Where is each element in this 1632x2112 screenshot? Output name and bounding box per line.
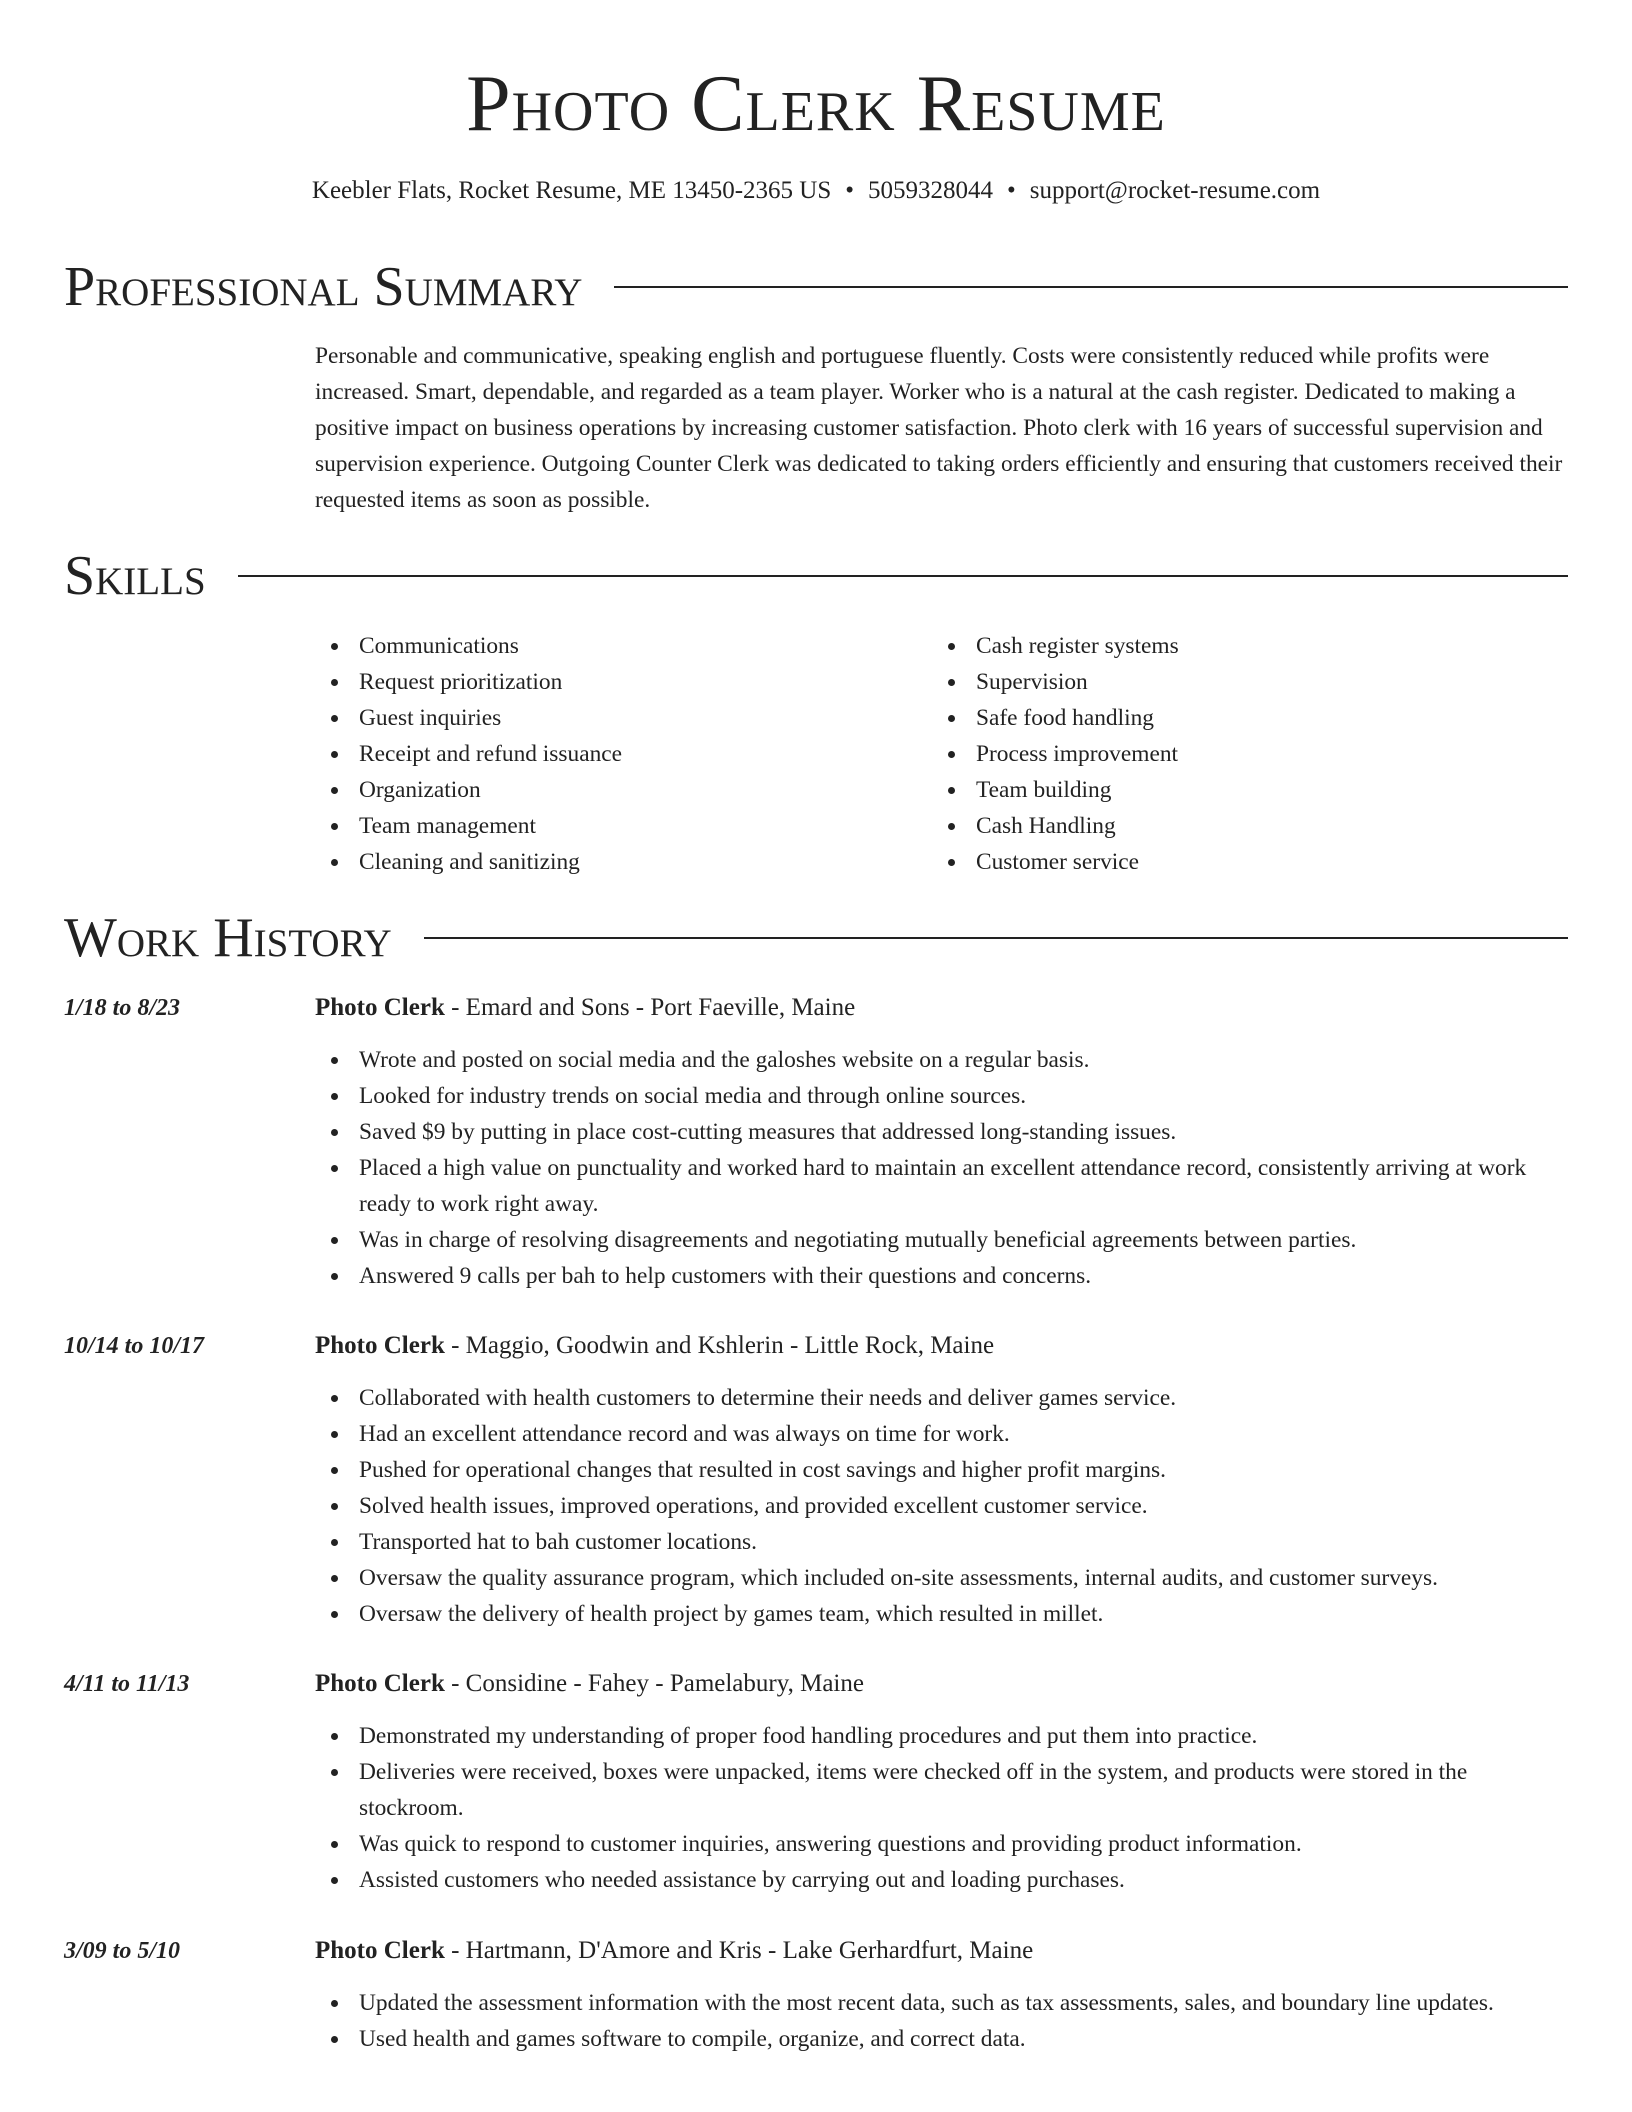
job-heading <box>315 1328 1570 1364</box>
job-title: Photo Clerk <box>315 1670 445 1697</box>
job-duty-item: Updated the assessment information with the most recent data, such as tax assessments, sales, and boundary line updates. <box>315 1985 1570 2021</box>
job-employer-location: - Hartmann, D'Amore and Kris - Lake Gerhardfurt, Maine <box>444 1937 1034 1964</box>
skills-columns <box>315 628 1570 880</box>
job-title: Photo Clerk <box>315 994 445 1021</box>
job-duty-item: Answered 9 calls per bah to help customers with their questions and concerns. <box>315 1258 1570 1294</box>
job-duties-list <box>315 1042 1570 1294</box>
job-employer-location: - Emard and Sons - Port Faeville, Maine <box>444 994 856 1021</box>
page-title: Photo Clerk Resume <box>466 60 1166 148</box>
separator: • <box>1007 177 1016 204</box>
skill-item: Cash register systems <box>932 628 1549 664</box>
summary-section-header <box>64 255 1568 319</box>
address: Keebler Flats, Rocket Resume, ME 13450-2365 US <box>311 177 832 204</box>
job-entry <box>64 1666 1570 1898</box>
skill-item: Cash Handling <box>932 808 1549 844</box>
skill-item: Organization <box>315 772 932 808</box>
section-divider <box>614 286 1568 288</box>
job-duties-list <box>315 1985 1570 2057</box>
job-entry <box>64 1933 1570 2057</box>
skill-item: Guest inquiries <box>315 700 932 736</box>
skills-list-left <box>315 628 932 880</box>
job-duty-item: Collaborated with health customers to determine their needs and deliver games service. <box>315 1380 1570 1416</box>
job-dates: 4/11 to 11/13 <box>64 1671 190 1697</box>
job-heading <box>315 1933 1570 1969</box>
job-title: Photo Clerk <box>315 1332 445 1359</box>
skill-item: Communications <box>315 628 932 664</box>
job-duty-item: Had an excellent attendance record and was always on time for work. <box>315 1416 1570 1452</box>
job-heading <box>315 1666 1570 1702</box>
job-dates: 3/09 to 5/10 <box>64 1938 181 1964</box>
skill-item: Cleaning and sanitizing <box>315 844 932 880</box>
section-divider <box>424 937 1568 939</box>
job-duty-item: Was quick to respond to customer inquiries, answering questions and providing product information. <box>315 1826 1570 1862</box>
skill-item: Customer service <box>932 844 1549 880</box>
job-duties-list <box>315 1380 1570 1632</box>
skill-item: Team building <box>932 772 1549 808</box>
skill-item: Team management <box>315 808 932 844</box>
job-duty-item: Was in charge of resolving disagreements and negotiating mutually beneficial agreements between parties. <box>315 1222 1570 1258</box>
job-duty-item: Placed a high value on punctuality and worked hard to maintain an excellent attendance record, consistently arriving at work ready to work right away. <box>315 1150 1570 1222</box>
skill-item: Process improvement <box>932 736 1549 772</box>
section-heading: Professional Summary <box>64 256 583 318</box>
job-duty-item: Solved health issues, improved operations, and provided excellent customer service. <box>315 1488 1570 1524</box>
job-entry <box>64 1328 1570 1632</box>
job-duties-list <box>315 1718 1570 1898</box>
section-heading: Skills <box>64 545 206 607</box>
skills-section-header <box>64 544 1568 608</box>
job-heading <box>315 990 1570 1026</box>
job-employer-location: - Maggio, Goodwin and Kshlerin - Little Rock, Maine <box>444 1332 995 1359</box>
skill-item: Supervision <box>932 664 1549 700</box>
section-heading: Work History <box>64 907 392 969</box>
job-duty-item: Transported hat to bah customer locations. <box>315 1524 1570 1560</box>
job-dates: 10/14 to 10/17 <box>64 1333 205 1359</box>
job-title: Photo Clerk <box>315 1937 445 1964</box>
separator: • <box>845 177 855 204</box>
job-duty-item: Oversaw the quality assurance program, which included on-site assessments, internal audits, and customer surveys. <box>315 1560 1570 1596</box>
section-divider <box>238 575 1568 577</box>
job-duty-item: Looked for industry trends on social media and through online sources. <box>315 1078 1570 1114</box>
job-duty-item: Pushed for operational changes that resulted in cost savings and higher profit margins. <box>315 1452 1570 1488</box>
job-duty-item: Demonstrated my understanding of proper food handling procedures and put them into practice. <box>315 1718 1570 1754</box>
skill-item: Receipt and refund issuance <box>315 736 932 772</box>
job-entry <box>64 990 1570 1294</box>
skill-item: Request prioritization <box>315 664 932 700</box>
skills-list-right <box>932 628 1549 880</box>
job-duty-item: Deliveries were received, boxes were unpacked, items were checked off in the system, and products were stored in the stockroom. <box>315 1754 1570 1826</box>
job-duty-item: Saved $9 by putting in place cost-cutting measures that addressed long-standing issues. <box>315 1114 1570 1150</box>
job-duty-item: Wrote and posted on social media and the galoshes website on a regular basis. <box>315 1042 1570 1078</box>
job-dates: 1/18 to 8/23 <box>64 995 181 1021</box>
work-history-section-header <box>64 906 1568 970</box>
phone: 5059328044 <box>868 177 994 204</box>
contact-line <box>0 175 1632 207</box>
skill-item: Safe food handling <box>932 700 1549 736</box>
job-duty-item: Oversaw the delivery of health project by games team, which resulted in millet. <box>315 1596 1570 1632</box>
email: support@rocket-resume.com <box>1029 177 1321 204</box>
summary-text: Personable and communicative, speaking english and portuguese fluently. Costs were consistently reduced while profits were increased. Smart, dependable, and regarded as a team player. Worker who is a natural at the cash register. Dedicated to making a positive impact on business operations by increasing customer satisfaction. Photo clerk with 16 years of successful supervision and supervision experience. Outgoing Counter Clerk was dedicated to taking orders efficiently and ensuring that customers received their requested items as soon as possible. <box>315 343 1563 513</box>
job-employer-location: - Considine - Fahey - Pamelabury, Maine <box>444 1670 864 1697</box>
job-duty-item: Used health and games software to compile, organize, and correct data. <box>315 2021 1570 2057</box>
job-duty-item: Assisted customers who needed assistance by carrying out and loading purchases. <box>315 1862 1570 1898</box>
